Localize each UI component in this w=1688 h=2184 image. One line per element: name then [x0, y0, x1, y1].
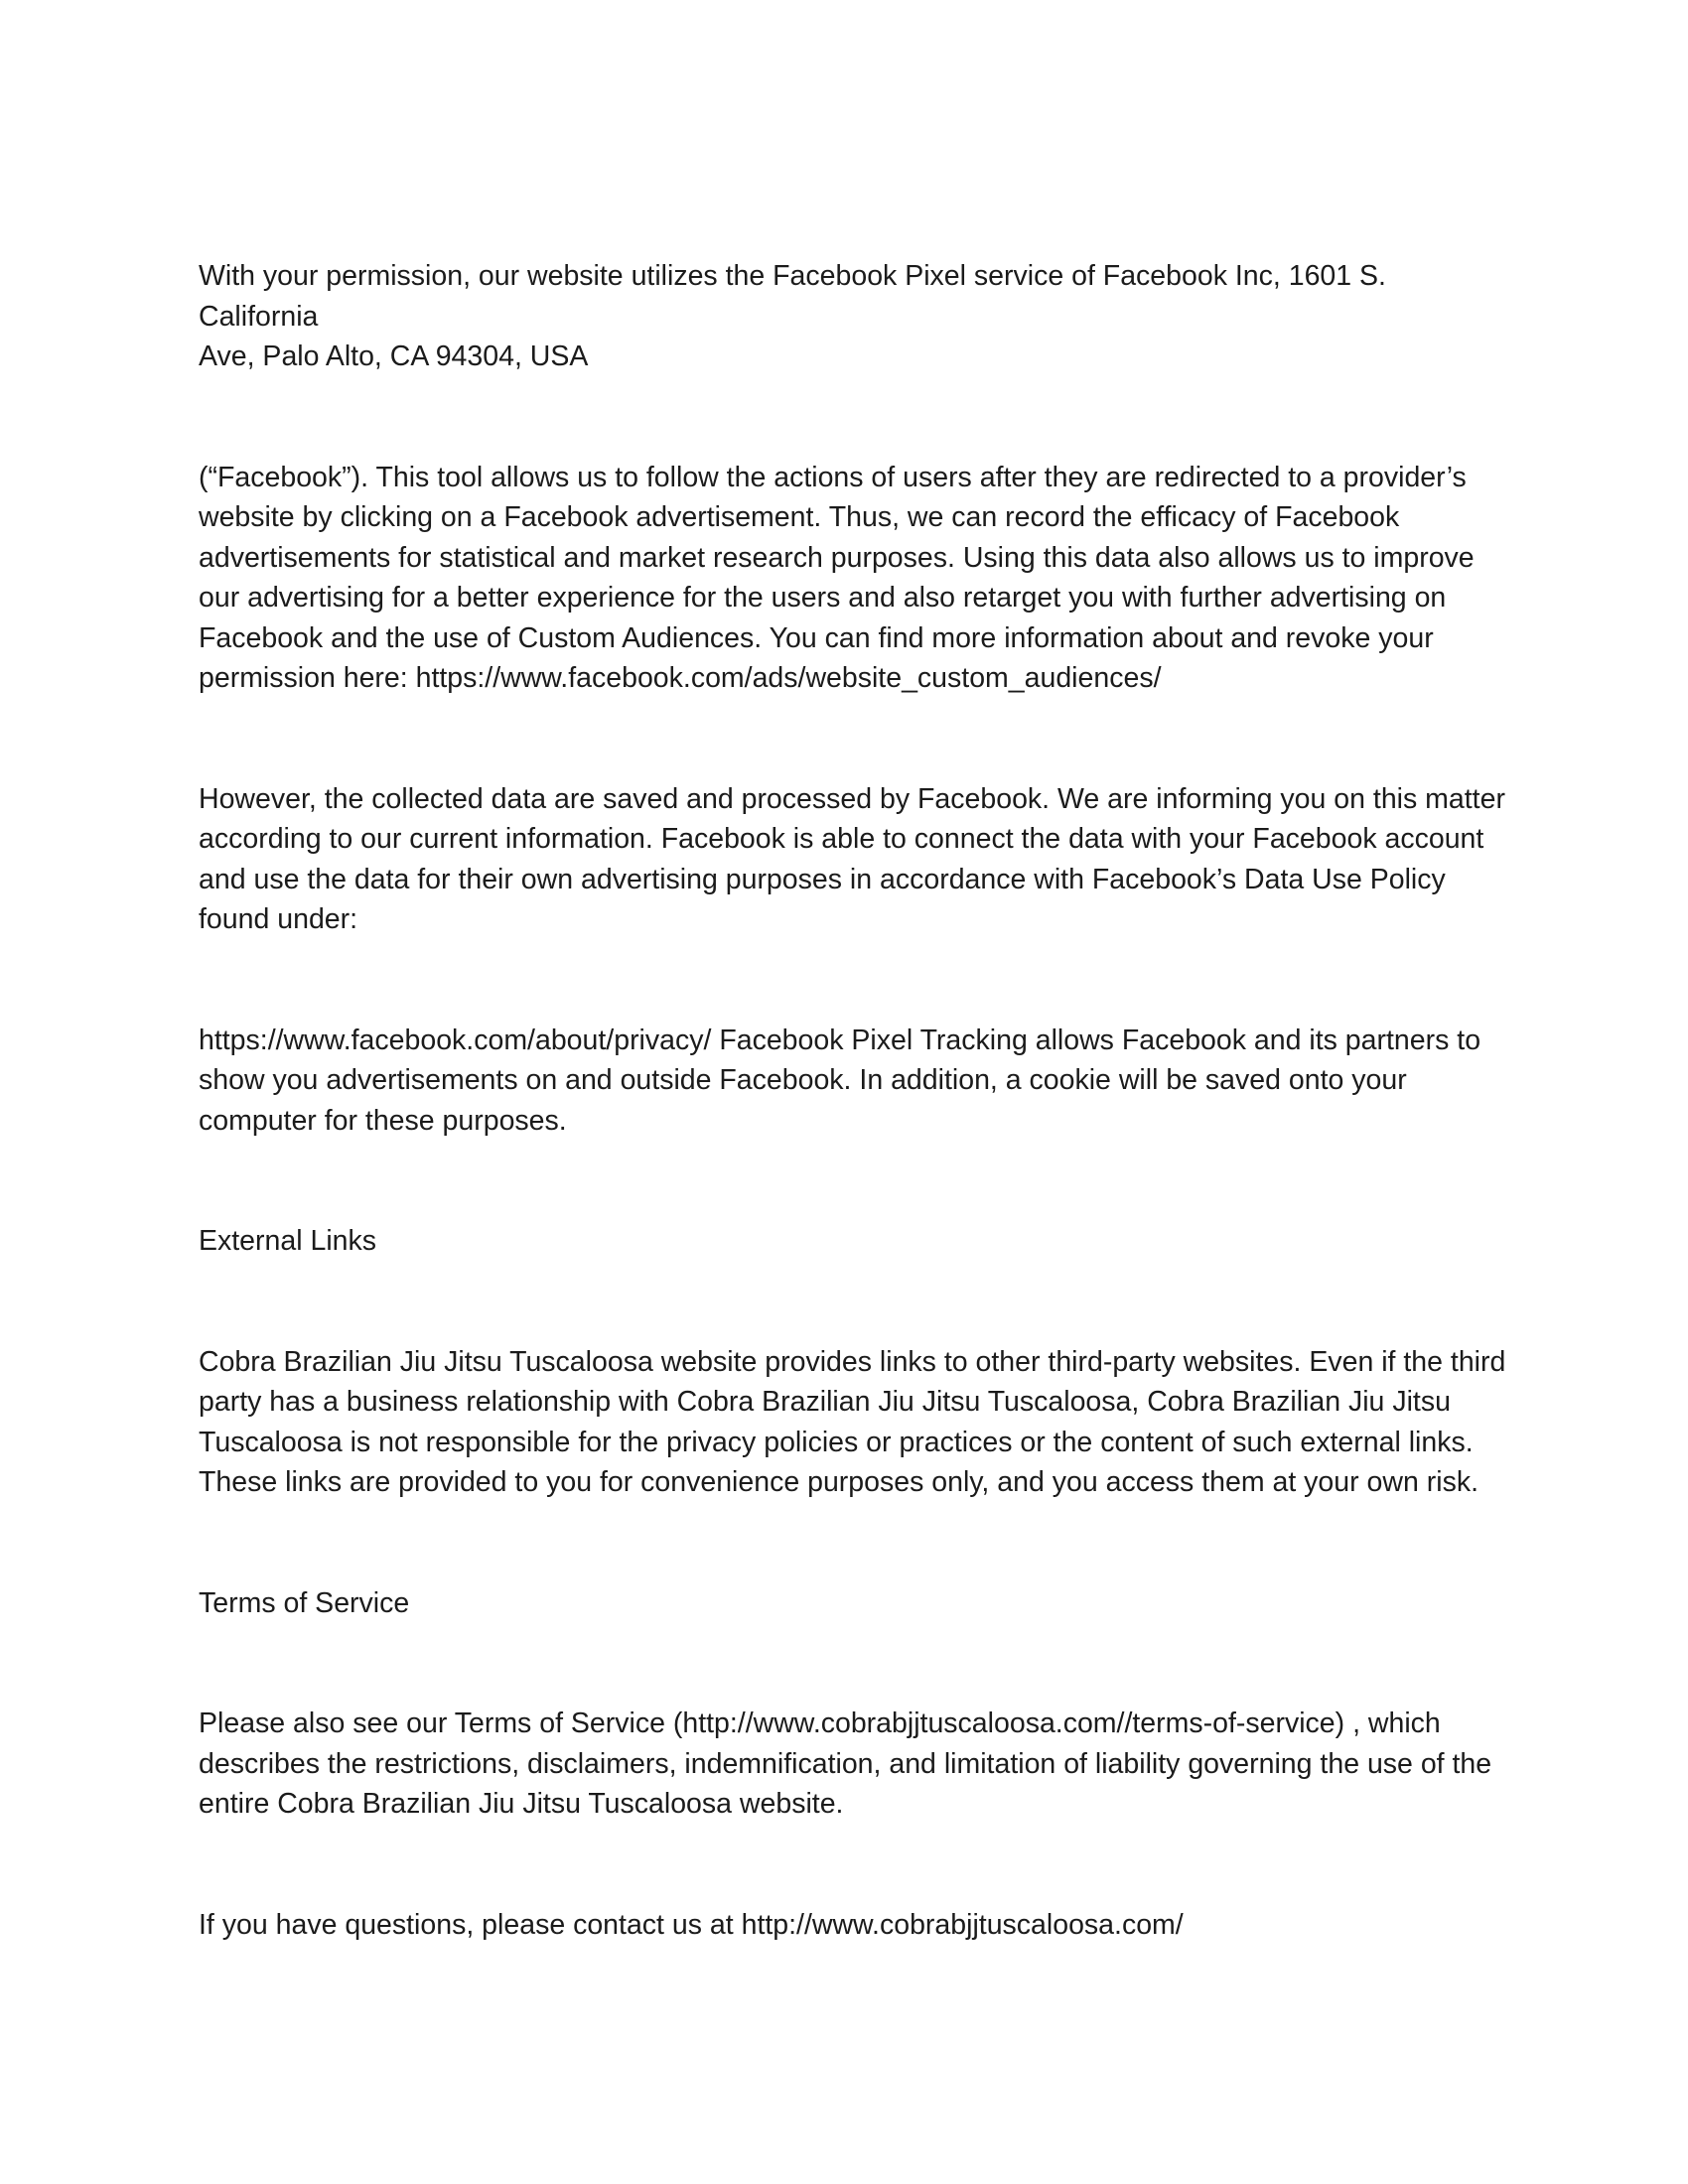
external-links-paragraph: Cobra Brazilian Jiu Jitsu Tuscaloosa website provides links to other third-party websites. Even if the third party has a business relationship with Cobra Brazilian Jiu Jitsu Tuscaloosa, Cobra Brazilian Jiu Jitsu Tuscaloosa is not responsible for the privacy policies or practices or the content of such external links. These links are provided to you for convenience purposes only, and you access them at your own risk. [199, 1345, 1506, 1498]
terms-of-service-heading: Terms of Service [199, 1586, 410, 1619]
facebook-tracking-paragraph: (“Facebook”). This tool allows us to follow the actions of users after they are redirected to a provider’s website by clicking on a Facebook advertisement. Thus, we can record the efficacy of Facebook advertisements for statistical and market research purposes. Using this data also allows us to improve our advertising for a better experience for the users and also retarget you with further advertising on Facebook and the use of Custom Audiences. You can find more information about and revoke your permission here: https://www.facebook.com/ads/website_custom_audiences/ [199, 461, 1475, 694]
external-links-heading: External Links [199, 1225, 377, 1257]
terms-of-service-paragraph: Please also see our Terms of Service (http://www.cobrabjjtuscaloosa.com//terms-of-service) , which describes the restrictions, disclaimers, indemnification, and limitation of liability governing the use of the entire Cobra Brazilian Jiu Jitsu Tuscaloosa website. [199, 1707, 1492, 1820]
contact-paragraph: If you have questions, please contact us at http://www.cobrabjjtuscaloosa.com/ [199, 1908, 1184, 1941]
facebook-data-paragraph: However, the collected data are saved and processed by Facebook. We are informing you on this matter according to our current information. Facebook is able to connect the data with your Facebook account and use the data for their own advertising purposes in accordance with Facebook’s Data Use Policy found under: [199, 782, 1505, 935]
document-body [199, 256, 1509, 1945]
facebook-privacy-paragraph: https://www.facebook.com/about/privacy/ Facebook Pixel Tracking allows Facebook and its partners to show you advertisements on and outside Facebook. In addition, a cookie will be saved onto your computer for these purposes. [199, 1024, 1481, 1137]
facebook-pixel-paragraph: With your permission, our website utilizes the Facebook Pixel service of Facebook Inc, 1601 S. California Ave, Palo Alto, CA 94304, USA [199, 260, 1386, 372]
